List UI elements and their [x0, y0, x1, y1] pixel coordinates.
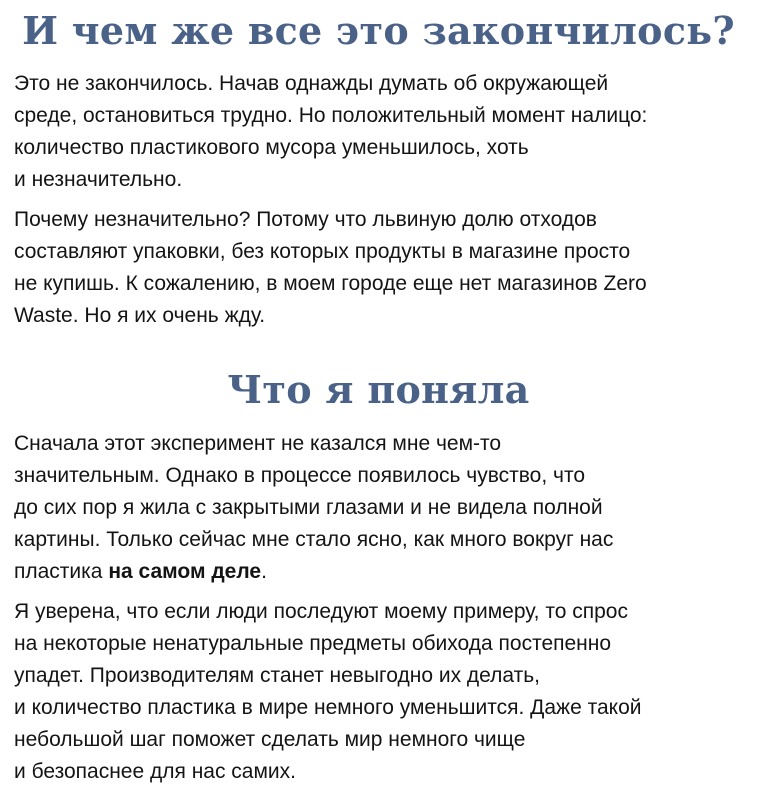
text-line: Я уверена, что если люди последуют моему примеру, то спрос	[14, 600, 628, 623]
paragraph-insight-1	[14, 428, 749, 588]
text-line: среде, остановиться трудно. Но положительный момент налицо:	[14, 104, 648, 127]
text-line: Это не закончилось. Начав однажды думать об окружающей	[14, 72, 609, 95]
text-line: на некоторые ненатуральные предметы обихода постепенно	[14, 632, 612, 655]
paragraph-result-2	[14, 204, 749, 332]
text-line	[14, 556, 749, 588]
section-heading-result: И чем же все это закончилось?	[22, 8, 735, 53]
text-line: до сих пор я жила с закрытыми глазами и не видела полной	[14, 496, 603, 519]
text-line: Сначала этот эксперимент не казался мне чем-то	[14, 432, 502, 455]
text-line: и незначительно.	[14, 168, 183, 191]
text-line: Waste. Но я их очень жду.	[14, 304, 266, 327]
paragraph-insight-2	[14, 596, 749, 788]
text-line: и безопаснее для нас самих.	[14, 760, 296, 783]
emphasis-text: на самом деле	[108, 560, 262, 583]
text-line: небольшой шаг поможет сделать мир немного чище	[14, 728, 526, 751]
text-line: и количество пластика в мире немного уменьшится. Даже такой	[14, 696, 642, 719]
text-line: не купишь. К сожалению, в моем городе еще нет магазинов Zero	[14, 272, 647, 295]
text-line: количество пластикового мусора уменьшилось, хоть	[14, 136, 529, 159]
text-fragment: пластика	[14, 560, 109, 583]
text-line: картины. Только сейчас мне стало ясно, как много вокруг нас	[14, 528, 614, 551]
section-heading-insight: Что я поняла	[227, 367, 530, 412]
text-line: Почему незначительно? Потому что львиную долю отходов	[14, 208, 597, 231]
text-line: упадет. Производителям станет невыгодно их делать,	[14, 664, 541, 687]
paragraph-result-1	[14, 68, 749, 196]
text-line: значительным. Однако в процессе появилось чувство, что	[14, 464, 586, 487]
text-line: составляют упаковки, без которых продукты в магазине просто	[14, 240, 631, 263]
text-fragment: .	[261, 560, 267, 583]
